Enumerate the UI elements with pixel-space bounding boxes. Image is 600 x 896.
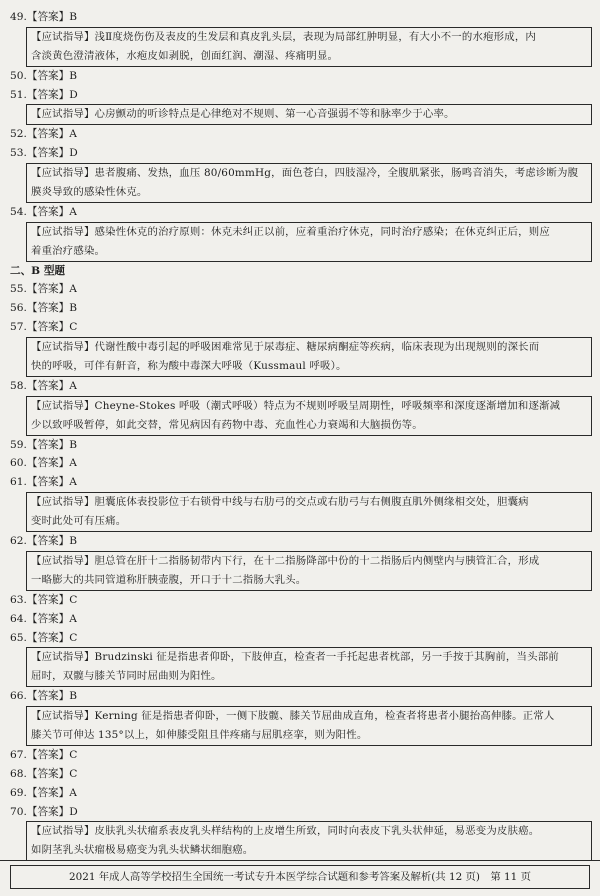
exam-guide-line: 膜炎导致的感染性休克。: [31, 186, 148, 199]
exam-guide-line: 【应试指导】代谢性酸中毒引起的呼吸困难常见于尿毒症、糖尿病酮症等疾病，临床表现为出现规则的深长而: [31, 341, 540, 354]
exam-guide-line: 【应试指导】胆囊底体表投影位于右锁骨中线与右肋弓的交点或右肋弓与右侧腹直肌外侧缘相交处，胆囊病: [31, 496, 529, 509]
answer-line: 62.【答案】B: [10, 535, 78, 548]
page-footer: [0, 860, 600, 889]
answer-list: [10, 8, 594, 861]
exam-guide-line: 膝关节可伸达 135°以上，如伸膝受阻且伴疼痛与屈肌痉挛，则为阳性。: [31, 728, 368, 741]
exam-guide-box: [26, 647, 592, 687]
answer-line: 69.【答案】A: [10, 786, 77, 799]
exam-guide-line: 【应试指导】浅Ⅱ度烧伤伤及表皮的生发层和真皮乳头层，表现为局部红肿明显，有大小不一的水疱形成，内: [31, 30, 537, 43]
answer-line: 57.【答案】C: [10, 321, 78, 334]
answer-line: 55.【答案】A: [10, 283, 77, 296]
answer-line: 54.【答案】A: [10, 205, 77, 218]
answer-line: 66.【答案】B: [10, 690, 78, 703]
exam-guide-line: 一略膨大的共同管道称肝胰壶腹，开口于十二指肠大乳头。: [31, 573, 307, 586]
exam-guide-line: 【应试指导】患者腹痛、发热，血压 80/60mmHg，面色苍白，四肢湿冷，全腹肌紧张，肠鸣音消失，考虑诊断为腹: [31, 167, 579, 180]
exam-guide-box: [26, 706, 592, 746]
answer-line: 51.【答案】D: [10, 88, 78, 101]
exam-guide-box: [26, 337, 592, 377]
exam-guide-line: 含淡黄色澄清液体，水疱皮如剥脱，创面红润、潮湿、疼痛明显。: [31, 49, 339, 62]
answer-line: 56.【答案】B: [10, 302, 78, 315]
answer-line: 50.【答案】B: [10, 69, 78, 82]
exam-guide-line: 【应试指导】感染性休克的治疗原则：休克未纠正以前，应着重治疗休克，同时治疗感染；在休克纠正后，则应: [31, 225, 550, 238]
answer-line: 63.【答案】C: [10, 593, 78, 606]
exam-guide-line: 变时此处可有压痛。: [31, 515, 127, 528]
answer-line: 49.【答案】B: [10, 11, 78, 23]
answer-line: 61.【答案】A: [10, 476, 77, 489]
exam-guide-box: [26, 396, 592, 436]
exam-guide-line: 快的呼吸，可伴有鼾音，称为酸中毒深大呼吸（Kussmaul 呼吸）。: [31, 360, 347, 373]
footer-text: 2021 年成人高等学校招生全国统一考试专升本医学综合试题和参考答案及解析(共 12 页) 第 11 页: [10, 865, 590, 889]
exam-guide-line: 【应试指导】Cheyne-Stokes 呼吸（潮式呼吸）特点为不规则呼吸呈周期性，呼吸频率和深度逐渐增加和逐渐减: [31, 399, 561, 412]
exam-guide-line: 如阴茎乳头状瘤极易癌变为乳头状鳞状细胞癌。: [31, 844, 254, 857]
answer-line: 70.【答案】D: [10, 805, 78, 818]
exam-guide-line: 【应试指导】Brudzinski 征是指患者仰卧，下肢伸直，检查者一手托起患者枕部，另一手按于其胸前，当头部前: [31, 651, 559, 664]
exam-guide-box: [26, 104, 592, 125]
exam-guide-line: 少以致呼吸暂停，如此交替，常见病因有药物中毒、充血性心力衰竭和大脑损伤等。: [31, 418, 423, 431]
answer-line: 67.【答案】C: [10, 748, 78, 761]
answer-line: 68.【答案】C: [10, 767, 78, 780]
answer-line: 53.【答案】D: [10, 147, 78, 160]
exam-guide-line: 屈时，双髋与膝关节同时屈曲则为阳性。: [31, 670, 222, 683]
answer-line: 52.【答案】A: [10, 128, 77, 141]
exam-guide-line: 【应试指导】心房颤动的听诊特点是心律绝对不规则、第一心音强弱不等和脉率少于心率。: [31, 108, 455, 121]
exam-guide-line: 【应试指导】Kerning 征是指患者仰卧，一侧下肢髋、膝关节屈曲成直角，检查者将患者小腿抬高伸膝。正常人: [31, 710, 555, 723]
answer-line: 59.【答案】B: [10, 438, 78, 451]
exam-guide-line: 【应试指导】胆总管在肝十二指肠韧带内下行，在十二指肠降部中份的十二指肠后内侧壁内与胰管汇合，形成: [31, 554, 540, 567]
exam-guide-line: 【应试指导】皮肤乳头状瘤系表皮乳头样结构的上皮增生所致，同时向表皮下乳头状伸延，易恶变为皮肤癌。: [31, 825, 540, 838]
exam-guide-box: [26, 222, 592, 262]
answer-line: 60.【答案】A: [10, 457, 77, 470]
answer-line: 65.【答案】C: [10, 631, 78, 644]
exam-guide-box: [26, 163, 592, 203]
answer-line: 64.【答案】A: [10, 612, 77, 625]
exam-guide-box: [26, 821, 592, 861]
exam-guide-box: [26, 27, 592, 67]
exam-guide-box: [26, 492, 592, 532]
exam-guide-line: 着重治疗感染。: [31, 244, 106, 257]
section-heading: 二、B 型题: [10, 264, 66, 277]
exam-guide-box: [26, 551, 592, 591]
answer-line: 58.【答案】A: [10, 379, 77, 392]
